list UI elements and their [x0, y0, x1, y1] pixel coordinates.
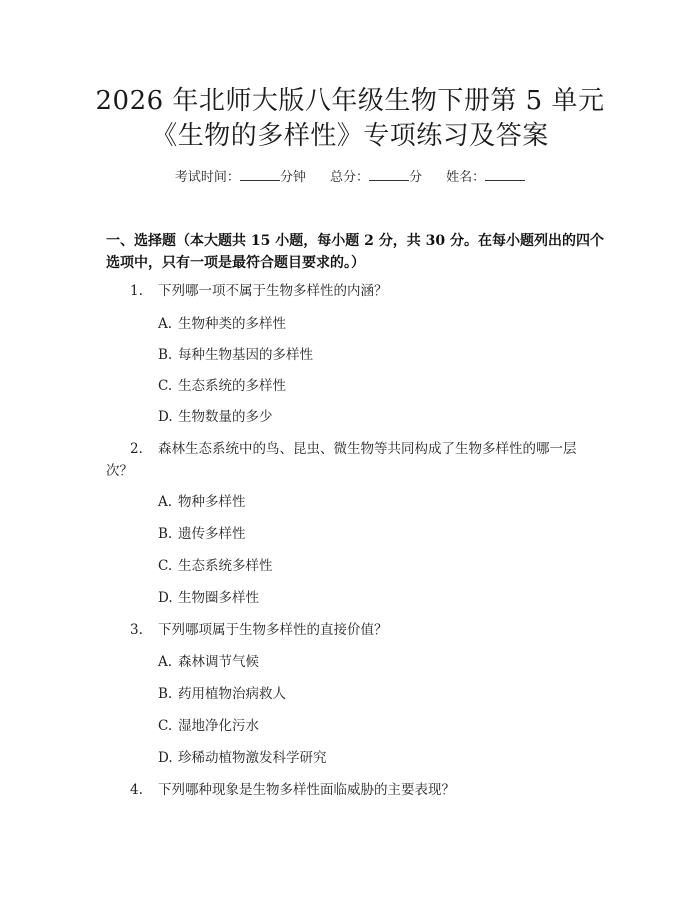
option-3c: [158, 716, 259, 736]
question-text: 下列哪种现象是生物多样性面临威胁的主要表现？: [158, 782, 455, 798]
score-blank: [369, 168, 409, 181]
question-1: [106, 280, 596, 302]
document-title-line1: 2026 年北师大版八年级生物下册第 5 单元: [95, 86, 605, 116]
option-text: 每种生物基因的多样性: [178, 347, 313, 363]
option-letter: A.: [158, 654, 173, 670]
document-title-line2: 《生物的多样性》专项练习及答案: [151, 121, 549, 151]
option-letter: D.: [158, 409, 173, 425]
exam-info-line: [0, 168, 700, 187]
option-text: 物种多样性: [178, 494, 246, 510]
option-letter: B.: [158, 347, 173, 363]
option-letter: D.: [158, 750, 173, 766]
exam-score: [330, 170, 426, 185]
exam-time: [175, 170, 310, 185]
exam-name: [446, 170, 525, 185]
name-label: 姓名：: [446, 170, 486, 185]
option-text: 遗传多样性: [178, 526, 246, 542]
option-letter: C.: [158, 378, 173, 394]
time-blank: [240, 168, 280, 181]
question-number: 4.: [130, 782, 143, 798]
option-letter: A.: [158, 316, 173, 332]
question-number: 3.: [130, 622, 143, 638]
question-number: 2.: [130, 441, 143, 457]
option-text: 珍稀动植物激发科学研究: [178, 750, 327, 766]
option-text: 生态系统多样性: [178, 558, 273, 574]
option-1c: [158, 376, 286, 396]
time-unit: 分钟: [279, 170, 306, 185]
option-2b: [158, 524, 246, 544]
question-3: [106, 619, 596, 641]
option-1d: [158, 407, 273, 427]
name-blank: [485, 168, 525, 181]
option-3d: [158, 748, 327, 768]
option-letter: C.: [158, 718, 173, 734]
score-unit: 分: [409, 170, 423, 185]
option-text: 药用植物治病救人: [178, 686, 286, 702]
option-2a: [158, 492, 246, 512]
option-3a: [158, 652, 259, 672]
option-letter: A.: [158, 494, 173, 510]
question-2: [106, 438, 596, 482]
option-letter: B.: [158, 526, 173, 542]
option-text: 生态系统的多样性: [178, 378, 286, 394]
option-1a: [158, 314, 286, 334]
question-number: 1.: [130, 283, 143, 299]
option-text: 生物数量的多少: [178, 409, 273, 425]
section-heading: 一、选择题（本大题共 15 小题，每小题 2 分，共 30 分。在每小题列出的四个选项中，只有一项是最符合题目要求的。）: [106, 233, 604, 271]
option-letter: D.: [158, 590, 173, 606]
time-label: 考试时间：: [174, 170, 240, 185]
option-2d: [158, 588, 259, 608]
question-text: 森林生态系统中的鸟、昆虫、微生物等共同构成了生物多样性的哪一层次？: [106, 441, 577, 479]
option-letter: B.: [158, 686, 173, 702]
question-text: 下列哪一项不属于生物多样性的内涵？: [158, 283, 388, 299]
option-2c: [158, 556, 273, 576]
option-text: 湿地净化污水: [178, 718, 259, 734]
option-1b: [158, 345, 313, 365]
option-text: 生物种类的多样性: [178, 316, 286, 332]
question-text: 下列哪项属于生物多样性的直接价值？: [158, 622, 388, 638]
option-3b: [158, 684, 286, 704]
question-4: [106, 779, 596, 801]
score-label: 总分：: [329, 170, 369, 185]
option-text: 森林调节气候: [178, 654, 259, 670]
option-letter: C.: [158, 558, 173, 574]
option-text: 生物圈多样性: [178, 590, 259, 606]
